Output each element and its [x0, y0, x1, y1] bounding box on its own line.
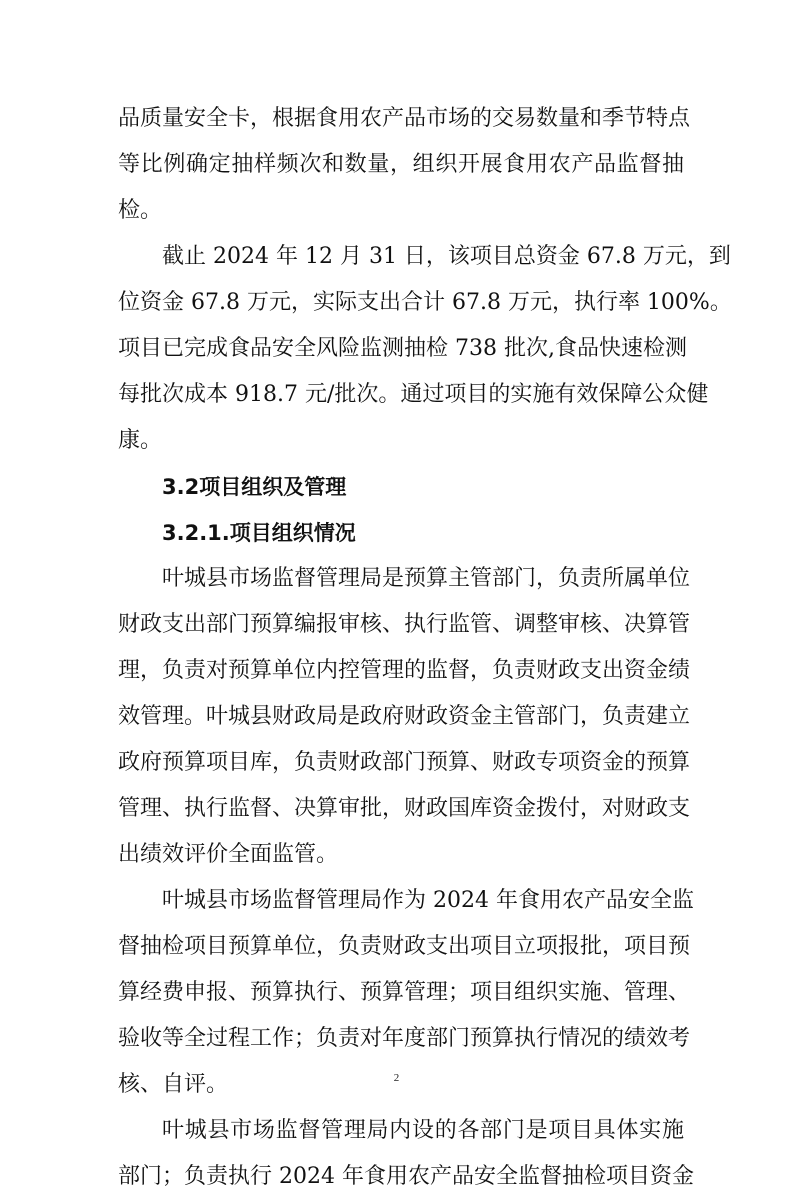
- text-line: 出绩效评价全面监管。: [118, 842, 339, 867]
- document-body: [118, 96, 732, 1200]
- text-line: 理，负责对预算单位内控管理的监督，负责财政支出资金绩: [118, 658, 691, 683]
- text-line: 核、自评。: [118, 1072, 229, 1097]
- text-line: 叶城县市场监督管理局作为 2024 年食用农产品安全监: [162, 888, 694, 913]
- section-heading: 3.2项目组织及管理: [162, 475, 347, 499]
- text-line: 检。: [118, 198, 163, 223]
- text-line: 政府预算项目库，负责财政部门预算、财政专项资金的预算: [118, 750, 691, 775]
- text-line: 管理、执行监督、决算审批，财政国库资金拨付，对财政支: [118, 796, 691, 821]
- text-line: 品质量安全卡，根据食用农产品市场的交易数量和季节特点: [118, 106, 691, 131]
- text-line: 验收等全过程工作；负责对年度部门预算执行情况的绩效考: [118, 1026, 691, 1051]
- page-number: 2: [393, 1072, 400, 1084]
- text-line: 算经费申报、预算执行、预算管理；项目组织实施、管理、: [118, 980, 691, 1005]
- text-line: 位资金 67.8 万元，实际支出合计 67.8 万元，执行率 100%。: [118, 290, 732, 315]
- text-line: 督抽检项目预算单位，负责财政支出项目立项报批，项目预: [118, 934, 691, 959]
- text-line: 每批次成本 918.7 元/批次。通过项目的实施有效保障公众健: [118, 382, 709, 407]
- text-line: 项目已完成食品安全风险监测抽检 738 批次,食品快速检测: [118, 336, 687, 361]
- text-line: 财政支出部门预算编报审核、执行监管、调整审核、决算管: [118, 612, 691, 637]
- text-line: 叶城县市场监督管理局内设的各部门是项目具体实施: [162, 1118, 684, 1143]
- text-line: 等比例确定抽样频次和数量，组织开展食用农产品监督抽: [118, 152, 684, 177]
- text-line: 康。: [118, 428, 163, 453]
- text-line: 截止 2024 年 12 月 31 日，该项目总资金 67.8 万元，到: [162, 244, 731, 269]
- text-line: 效管理。叶城县财政局是政府财政资金主管部门，负责建立: [118, 704, 691, 729]
- section-heading: 3.2.1.项目组织情况: [162, 521, 356, 545]
- text-line: 叶城县市场监督管理局是预算主管部门，负责所属单位: [162, 566, 691, 591]
- text-line: 部门；负责执行 2024 年食用农产品安全监督抽检项目资金: [118, 1164, 694, 1189]
